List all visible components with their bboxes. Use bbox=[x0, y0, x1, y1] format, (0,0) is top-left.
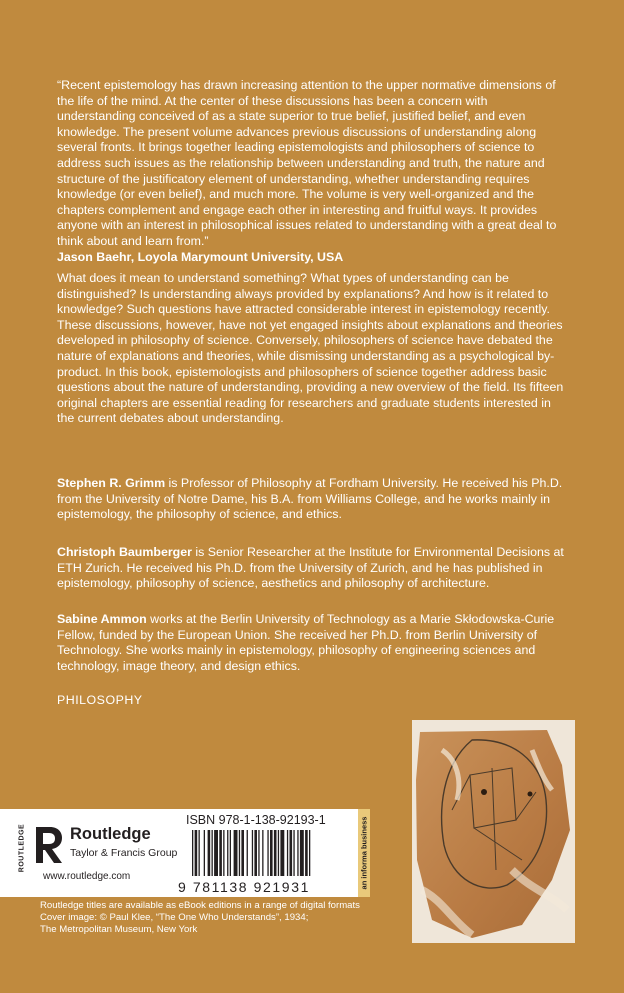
subject-category: PHILOSOPHY bbox=[57, 693, 143, 707]
barcode-bar bbox=[227, 830, 228, 876]
barcode-bar bbox=[293, 830, 294, 876]
barcode-bar bbox=[262, 830, 263, 876]
barcode-bar bbox=[247, 830, 248, 876]
barcode-bar bbox=[239, 830, 240, 876]
barcode-bar bbox=[270, 830, 273, 876]
barcode-bar bbox=[267, 830, 268, 876]
barcode-bar bbox=[212, 830, 213, 876]
publisher-barcode-panel bbox=[0, 809, 370, 897]
barcode-bar bbox=[241, 830, 244, 876]
routledge-logo-icon bbox=[32, 823, 66, 867]
isbn-label: ISBN 978-1-138-92193-1 bbox=[186, 813, 326, 827]
barcode-bar bbox=[300, 830, 304, 876]
ebook-note: Routledge titles are available as eBook editions in a range of digital formats bbox=[40, 900, 360, 911]
barcode-bar bbox=[290, 830, 293, 876]
bio-editor-3 bbox=[57, 612, 567, 674]
cover-artwork bbox=[412, 720, 575, 943]
book-description: What does it mean to understand something? What types of understanding can be distinguished? Is understanding always provided by explanations? And how is it related to knowledge? Such questions have attracted considerable interest in epistemology recently. These discussions, however, have not yet engaged insights about explanations and theories developed in philosophy of science. Conversely, philosophers of science have debated the nature of explanations and theories, while dismissing understanding as a psychological by-product. In this book, epistemologists and philosophers of science together address basic questions about the nature of understanding, providing a new overview of the field. Its fifteen original chapters are essential reading for researchers and graduate students interested in the current debates about understanding. bbox=[57, 271, 564, 426]
barcode-bar bbox=[254, 830, 257, 876]
barcode-bar bbox=[309, 830, 310, 876]
publisher-group: Taylor & Francis Group bbox=[70, 847, 178, 859]
barcode-bar bbox=[280, 830, 284, 876]
bio-text: is Senior Researcher at the Institute for Environmental Decisions at ETH Zurich. He received his Ph.D. from the University of Zurich, and he has published in epistemology, philosophy of science, aesthetics and philosophy of architecture. bbox=[57, 545, 564, 591]
routledge-vertical-wordmark: ROUTLEDGE bbox=[18, 823, 26, 873]
bio-text: works at the Berlin University of Technology as a Marie Skłodowska-Curie Fellow, funded by the European Union. She received her Ph.D. from Berlin University of Technology. She works mainly in epistemology, philosophy of engineering sciences and technology, image theory, and design ethics. bbox=[57, 612, 555, 673]
barcode-bar bbox=[208, 830, 211, 876]
publisher-name: Routledge bbox=[70, 825, 151, 843]
isbn-barcode bbox=[186, 830, 354, 880]
bio-name: Christoph Baumberger bbox=[57, 545, 192, 559]
barcode-bar bbox=[258, 830, 259, 876]
barcode-digits: 9 781138 921931 bbox=[178, 879, 310, 895]
barcode-bar bbox=[195, 830, 198, 876]
endorsement-quote bbox=[57, 78, 567, 265]
bio-name: Sabine Ammon bbox=[57, 612, 147, 626]
cover-credit-line-2: The Metropolitan Museum, New York bbox=[40, 924, 198, 935]
barcode-bar bbox=[223, 830, 224, 876]
barcode-bar bbox=[297, 830, 298, 876]
barcode-bar bbox=[305, 830, 308, 876]
cover-credit-line-1: Cover image: © Paul Klee, “The One Who Understands”, 1934; bbox=[40, 912, 309, 923]
barcode-bar bbox=[274, 830, 277, 876]
barcode-bar bbox=[192, 830, 193, 876]
bio-editor-1 bbox=[57, 476, 567, 523]
informa-strip: an informa business bbox=[358, 809, 370, 897]
bio-editor-2 bbox=[57, 545, 567, 592]
barcode-bar bbox=[204, 830, 205, 876]
barcode-bar bbox=[219, 830, 222, 876]
barcode-bar bbox=[199, 830, 200, 876]
barcode-bar bbox=[234, 830, 238, 876]
barcode-bar bbox=[230, 830, 231, 876]
barcode-bar bbox=[278, 830, 279, 876]
quote-attribution: Jason Baehr, Loyola Marymount University, USA bbox=[57, 249, 344, 264]
bio-text: is Professor of Philosophy at Fordham University. He received his Ph.D. from the University of Notre Dame, his B.A. from Williams College, and he works mainly in epistemology, the philosophy of science, and ethics. bbox=[57, 476, 563, 522]
publisher-url[interactable]: www.routledge.com bbox=[43, 871, 131, 882]
bio-name: Stephen R. Grimm bbox=[57, 476, 166, 490]
barcode-bar bbox=[287, 830, 288, 876]
barcode-bar bbox=[214, 830, 218, 876]
quote-text: “Recent epistemology has drawn increasing attention to the upper normative dimensions of the life of the mind. At the center of these discussions has been a concern with understanding conceived of as a state superior to true belief, justified belief, and even knowledge. The present volume advances previous discussions of understanding along several fronts. It brings together leading epistemologists and philosophers of science to address such issues as the relationship between understanding and truth, the nature and structure of the justificatory element of understanding, whether understanding requires knowledge (or even belief), and much more. The volume is very well-organized and the chapters complement and engage each other in interesting and fruitful ways. It provides anyone with an interest in philosophical issues related to understanding with a great deal to think about and learn from.” bbox=[57, 78, 557, 248]
barcode-bar bbox=[252, 830, 253, 876]
